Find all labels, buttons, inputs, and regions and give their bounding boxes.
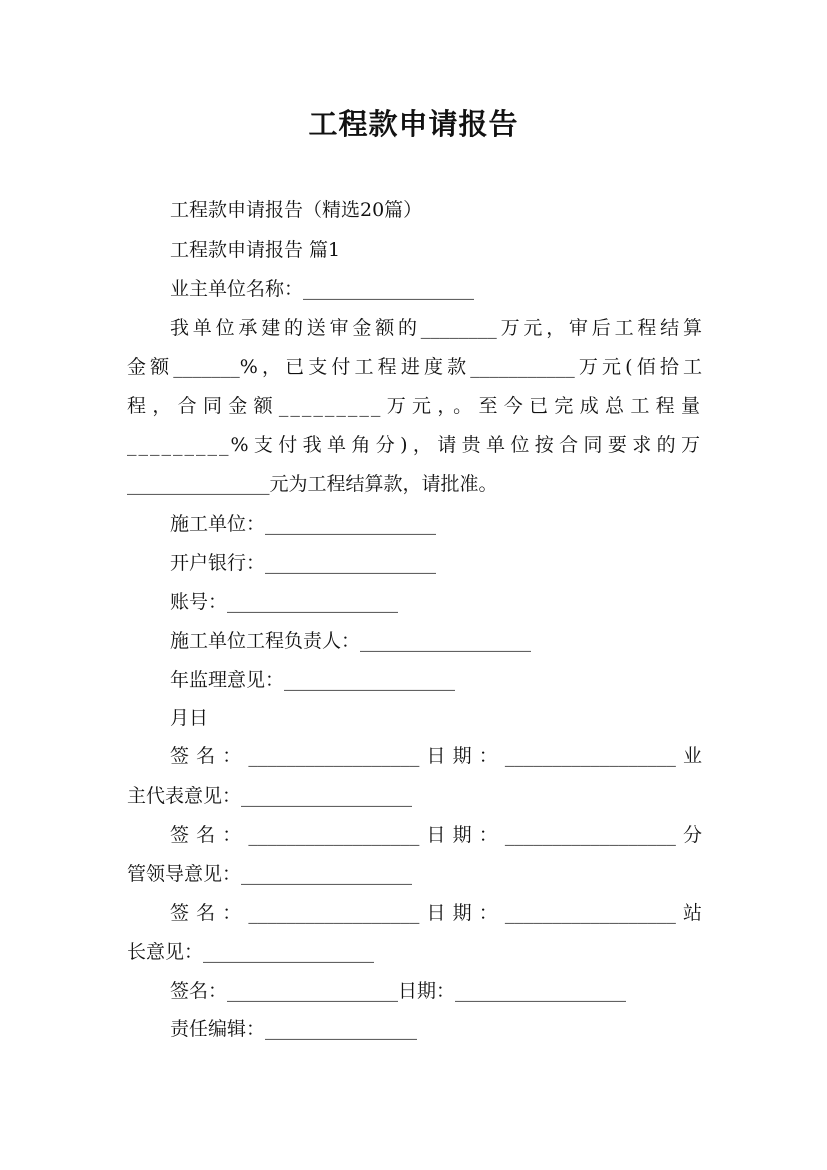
body-paragraph-line: 程，合同金额_________万元，。至今已完成总工程量: [127, 395, 702, 417]
bank-field: 开户银行：__________________: [170, 552, 437, 574]
section-heading: 工程款申请报告 篇1: [170, 239, 341, 261]
body-paragraph-line: 我单位承建的送审金额的________万元，审后工程结算: [170, 317, 702, 339]
body-paragraph-line: _________%支付我单角分)，请贵单位按合同要求的万: [127, 434, 702, 456]
owner-unit-field: 业主单位名称：__________________: [170, 278, 475, 300]
leader-opinion-field: 管领导意见：__________________: [127, 863, 413, 885]
body-paragraph-line: _______________元为工程结算款，请批准。: [127, 473, 498, 495]
project-manager-field: 施工单位工程负责人：__________________: [170, 630, 532, 652]
document-title: 工程款申请报告: [308, 107, 519, 141]
account-field: 账号：__________________: [170, 591, 399, 613]
subtitle-line: 工程款申请报告（精选20篇）: [170, 199, 423, 221]
signature-date-line: 签名：__________________日期：__________________: [170, 980, 627, 1002]
supervisor-opinion-field: 年监理意见：__________________: [170, 669, 456, 691]
editor-field: 责任编辑：________________: [170, 1018, 418, 1040]
body-paragraph-line: 金额_______%，已支付工程进度款___________万元(佰拾工: [127, 356, 702, 378]
owner-rep-opinion-field: 主代表意见：__________________: [127, 785, 413, 807]
signature-date-line: 签名：__________________日期：__________________业: [170, 745, 702, 767]
signature-date-line: 签名：__________________日期：__________________站: [170, 902, 702, 924]
month-day-line: 月日: [170, 707, 209, 729]
station-head-opinion-field: 长意见：__________________: [127, 941, 375, 963]
signature-date-line: 签名：__________________日期：__________________分: [170, 824, 702, 846]
construction-unit-field: 施工单位：__________________: [170, 513, 437, 535]
